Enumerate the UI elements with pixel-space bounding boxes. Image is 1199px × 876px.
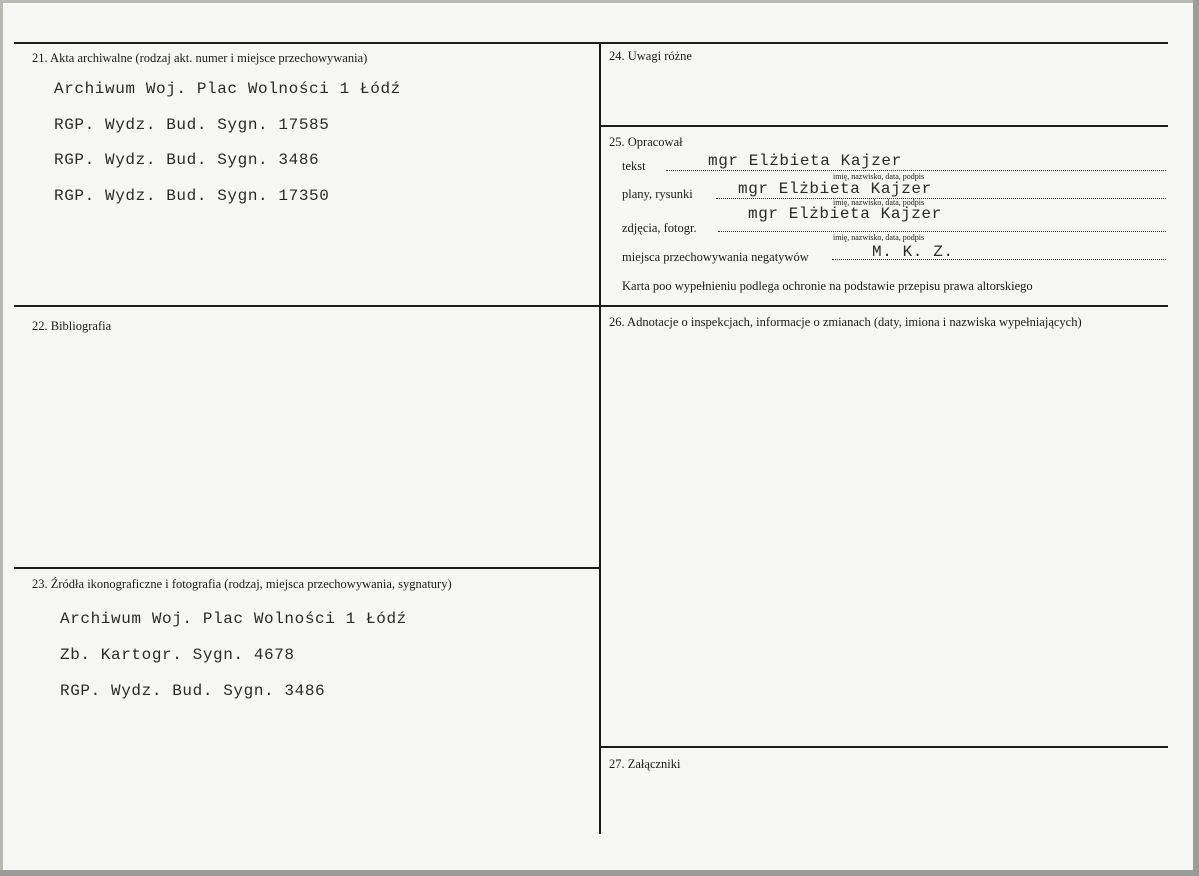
rule-22-23	[14, 567, 600, 569]
rule-middle	[14, 305, 1168, 307]
card-edge-bottom	[0, 870, 1199, 876]
section-27-label: 27. Załączniki	[609, 757, 681, 771]
section-24-label: 24. Uwagi różne	[609, 49, 692, 63]
section-23-label: 23. Źródła ikonograficzne i fotografia (rodzaj, miejsca przechowywania, sygnatury)	[32, 577, 452, 591]
negatives-location-value: M. K. Z.	[872, 243, 954, 261]
author-photos-value: mgr Elżbieta Kajzer	[748, 205, 942, 223]
rule-24-25	[600, 125, 1168, 127]
section-25-label: 25. Opracował	[609, 135, 683, 149]
copyright-note: Karta poo wypełnieniu podlega ochronie na podstawie przepisu prawa altorskiego	[622, 279, 1033, 293]
center-divider	[599, 42, 601, 834]
author-photos-dots	[718, 231, 1166, 232]
section-23-line-2: Zb. Kartogr. Sygn. 4678	[60, 646, 295, 664]
author-text-hint: imię, nazwisko, data, podpis	[833, 172, 925, 181]
section-23-line-1: Archiwum Woj. Plac Wolności 1 Łódź	[60, 610, 407, 628]
author-plans-dots	[716, 198, 1166, 199]
author-plans-value: mgr Elżbieta Kajzer	[738, 180, 932, 198]
section-21-label: 21. Akta archiwalne (rodzaj akt. numer i miejsce przechowywania)	[32, 51, 368, 65]
author-photos-hint: imię, nazwisko, data, podpis	[833, 233, 925, 242]
author-text-value: mgr Elżbieta Kajzer	[708, 152, 902, 170]
rule-26-27	[600, 746, 1168, 748]
card-edge-right	[1193, 0, 1199, 876]
section-21-line-1: Archiwum Woj. Plac Wolności 1 Łódź	[54, 80, 401, 98]
section-22-label: 22. Bibliografia	[32, 319, 112, 333]
section-23-line-3: RGP. Wydz. Bud. Sygn. 3486	[60, 682, 326, 700]
author-text-label: tekst	[622, 159, 646, 173]
section-21-line-3: RGP. Wydz. Bud. Sygn. 3486	[54, 151, 320, 169]
top-rule	[14, 42, 1168, 44]
section-21-line-2: RGP. Wydz. Bud. Sygn. 17585	[54, 116, 330, 134]
section-26-label: 26. Adnotacje o inspekcjach, informacje o zmianach (daty, imiona i nazwiska wypełniających)	[609, 315, 1082, 329]
author-text-dots	[666, 170, 1166, 171]
negatives-location-label: miejsca przechowywania negatywów	[622, 250, 809, 264]
section-21-line-4: RGP. Wydz. Bud. Sygn. 17350	[54, 187, 330, 205]
author-plans-label: plany, rysunki	[622, 187, 693, 201]
author-plans-hint: imię, nazwisko, data, podpis	[833, 198, 925, 207]
author-photos-label: zdjęcia, fotogr.	[622, 221, 697, 235]
